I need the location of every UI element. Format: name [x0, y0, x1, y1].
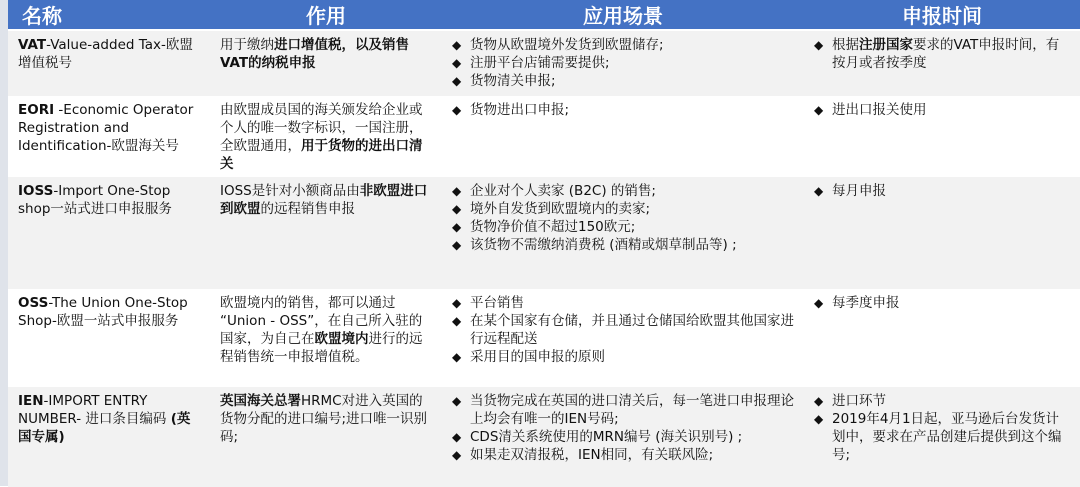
- timing-item: [814, 410, 1072, 464]
- diamond-bullet-icon: ◆: [452, 350, 462, 364]
- timing-item: [814, 294, 1072, 312]
- timing-text: 每季度申报: [832, 295, 900, 311]
- header-scenarios: 应用场景: [442, 0, 804, 30]
- cell-name: [8, 177, 210, 289]
- diamond-bullet-icon: ◆: [452, 448, 462, 462]
- timing-text: 进口环节: [832, 393, 886, 409]
- name-note: (英国专属): [18, 411, 191, 445]
- name-description: -The Union One-Stop Shop-欧盟一站式申报服务: [18, 295, 188, 329]
- name-code: EORI: [18, 102, 55, 118]
- timing-text: 根据: [832, 37, 859, 53]
- scenario-list: [452, 101, 796, 119]
- name-description: -IMPORT ENTRY NUMBER- 进口条目编码: [18, 393, 167, 427]
- name-description: -Import One-Stop shop一站式进口申报服务: [18, 183, 172, 217]
- cell-scenarios: [442, 177, 804, 289]
- cell-usage: [210, 30, 442, 96]
- name-description: -Value-added Tax-欧盟增值税号: [18, 37, 193, 71]
- scenario-text: 在某个国家有仓储，并且通过仓储国给欧盟其他国家进行远程配送: [470, 313, 794, 347]
- cell-name: [8, 387, 210, 487]
- cell-usage: [210, 387, 442, 487]
- timing-item: [814, 182, 1072, 200]
- timing-text: 要求的VAT申报时间，有按月或者按季度: [832, 37, 1060, 71]
- cell-timing: [804, 30, 1080, 96]
- diamond-bullet-icon: ◆: [452, 314, 462, 328]
- scenario-item: [452, 392, 796, 428]
- scenario-list: [452, 36, 796, 90]
- diamond-bullet-icon: ◆: [814, 103, 824, 117]
- diamond-bullet-icon: ◆: [452, 74, 462, 88]
- diamond-bullet-icon: ◆: [814, 394, 824, 408]
- cell-scenarios: [442, 96, 804, 177]
- timing-list: [814, 392, 1072, 464]
- usage-text: HRMC对进入英国的货物分配的进口编号;进口唯一识别码;: [220, 393, 428, 445]
- table-row: [8, 177, 1080, 289]
- usage-text: 进行的远程销售统一申报增值税。: [220, 331, 423, 365]
- timing-list: [814, 101, 1072, 119]
- name-code: OSS: [18, 295, 49, 311]
- scenario-item: [452, 54, 796, 72]
- diamond-bullet-icon: ◆: [814, 412, 824, 426]
- cell-usage: [210, 289, 442, 387]
- cell-usage: [210, 177, 442, 289]
- cell-name: [8, 30, 210, 96]
- scenario-list: [452, 182, 796, 254]
- scenario-item: [452, 72, 796, 90]
- header-timing: 申报时间: [804, 0, 1080, 30]
- table-row: [8, 96, 1080, 177]
- timing-text: 每月申报: [832, 183, 886, 199]
- timing-item: [814, 392, 1072, 410]
- timing-item: [814, 36, 1072, 72]
- cell-scenarios: [442, 387, 804, 487]
- scenario-text: 如果走双清报税，IEN相同，有关联风险;: [470, 447, 714, 463]
- timing-text: 进出口报关使用: [832, 102, 927, 118]
- usage-text: 英国海关总署: [220, 393, 301, 409]
- cell-scenarios: [442, 289, 804, 387]
- left-margin-bar: [0, 0, 8, 486]
- diamond-bullet-icon: ◆: [452, 430, 462, 444]
- eu-tax-id-table: [8, 0, 1080, 487]
- table-row: [8, 387, 1080, 487]
- scenario-text: CDS清关系统使用的MRN编号 (海关识别号) ;: [470, 429, 743, 445]
- cell-timing: [804, 177, 1080, 289]
- scenario-text: 该货物不需缴纳消费税 (酒精或烟草制品等) ;: [470, 237, 737, 253]
- name-code: IEN: [18, 393, 44, 409]
- diamond-bullet-icon: ◆: [452, 296, 462, 310]
- scenario-item: [452, 218, 796, 236]
- cell-timing: [804, 96, 1080, 177]
- scenario-text: 货物从欧盟境外发货到欧盟储存;: [470, 37, 664, 53]
- timing-text: 2019年4月1日起，亚马逊后台发货计划中，要求在产品创建后提供到这个编号;: [832, 411, 1062, 463]
- scenario-item: [452, 294, 796, 312]
- timing-list: [814, 36, 1072, 72]
- scenario-item: [452, 312, 796, 348]
- scenario-text: 当货物完成在英国的进口清关后，每一笔进口申报理论上均会有唯一的IEN号码;: [470, 393, 794, 427]
- usage-text: 进口增值税，以及销售VAT的纳税申报: [220, 37, 409, 71]
- scenario-text: 平台销售: [470, 295, 524, 311]
- diamond-bullet-icon: ◆: [814, 296, 824, 310]
- scenario-item: [452, 36, 796, 54]
- usage-text: IOSS是针对小额商品由: [220, 183, 360, 199]
- timing-list: [814, 182, 1072, 200]
- table-row: [8, 289, 1080, 387]
- usage-text: 用于货物的进出口清关: [220, 138, 423, 172]
- scenario-text: 货物清关申报;: [470, 73, 556, 89]
- scenario-text: 采用目的国申报的原则: [470, 349, 605, 365]
- scenario-item: [452, 101, 796, 119]
- table-row: [8, 30, 1080, 96]
- scenario-list: [452, 294, 796, 366]
- usage-text: 非欧盟进口到欧盟: [220, 183, 428, 217]
- usage-text: 的远程销售申报: [260, 201, 355, 217]
- diamond-bullet-icon: ◆: [452, 103, 462, 117]
- header-name: 名称: [8, 0, 210, 30]
- usage-text: 由欧盟成员国的海关颁发给企业或个人的唯一数字标识，一国注册，全欧盟通用，: [220, 102, 423, 154]
- scenario-item: [452, 348, 796, 366]
- header-row: [8, 0, 1080, 30]
- diamond-bullet-icon: ◆: [452, 238, 462, 252]
- timing-item: [814, 101, 1072, 119]
- diamond-bullet-icon: ◆: [452, 184, 462, 198]
- name-code: IOSS: [18, 183, 54, 199]
- diamond-bullet-icon: ◆: [452, 202, 462, 216]
- name-description: -Economic Operator Registration and Identification-欧盟海关号: [18, 102, 194, 154]
- cell-scenarios: [442, 30, 804, 96]
- header-usage: 作用: [210, 0, 442, 30]
- diamond-bullet-icon: ◆: [814, 184, 824, 198]
- timing-text: 注册国家: [859, 37, 913, 53]
- diamond-bullet-icon: ◆: [452, 56, 462, 70]
- diamond-bullet-icon: ◆: [452, 220, 462, 234]
- usage-text: 用于缴纳: [220, 37, 274, 53]
- scenario-text: 货物进出口申报;: [470, 102, 570, 118]
- scenario-text: 境外自发货到欧盟境内的卖家;: [470, 201, 651, 217]
- scenario-item: [452, 428, 796, 446]
- scenario-item: [452, 182, 796, 200]
- scenario-item: [452, 446, 796, 464]
- cell-usage: [210, 96, 442, 177]
- cell-timing: [804, 387, 1080, 487]
- scenario-list: [452, 392, 796, 464]
- scenario-item: [452, 236, 796, 254]
- cell-name: [8, 96, 210, 177]
- timing-list: [814, 294, 1072, 312]
- scenario-text: 企业对个人卖家 (B2C) 的销售;: [470, 183, 656, 199]
- usage-text: 欧盟境内的销售，都可以通过 “Union - OSS”，在自己所入驻的国家，为自己在: [220, 295, 423, 347]
- diamond-bullet-icon: ◆: [452, 394, 462, 408]
- scenario-text: 注册平台店铺需要提供;: [470, 55, 610, 71]
- scenario-text: 货物净价值不超过150欧元;: [470, 219, 636, 235]
- cell-timing: [804, 289, 1080, 387]
- usage-text: 欧盟境内: [314, 331, 369, 347]
- scenario-item: [452, 200, 796, 218]
- name-code: VAT: [18, 37, 47, 53]
- cell-name: [8, 289, 210, 387]
- diamond-bullet-icon: ◆: [452, 38, 462, 52]
- diamond-bullet-icon: ◆: [814, 38, 824, 52]
